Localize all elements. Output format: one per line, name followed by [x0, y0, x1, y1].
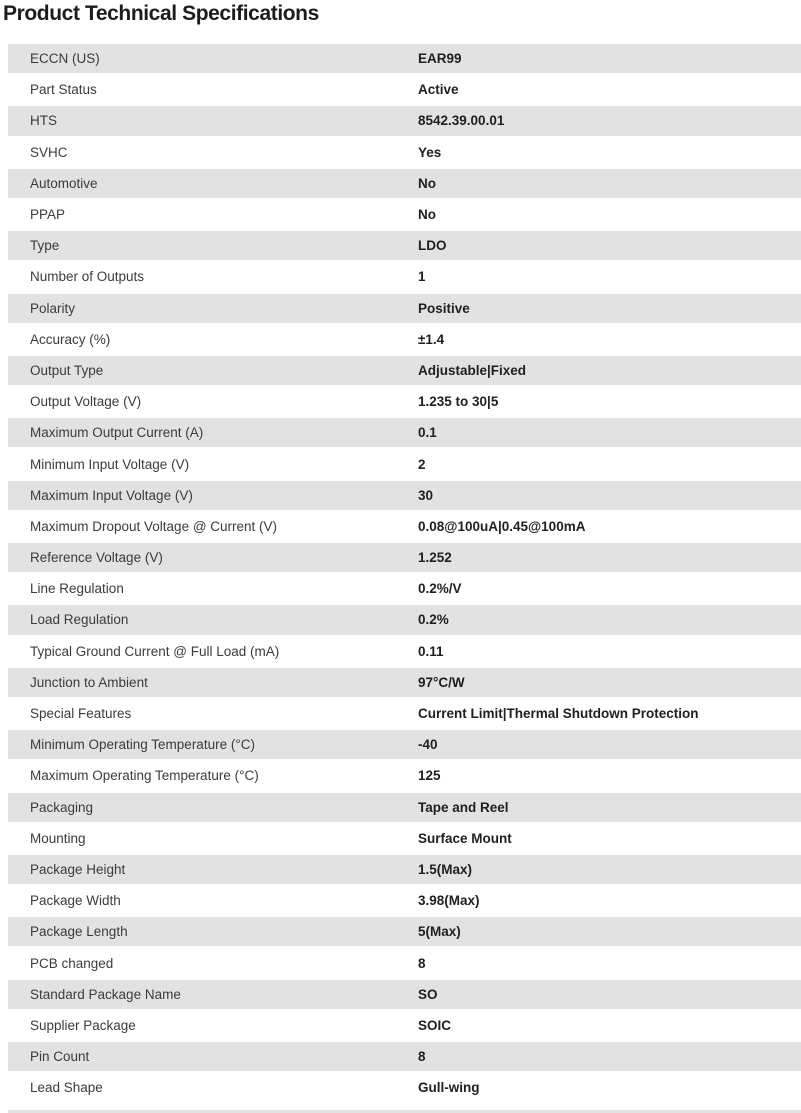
- spec-label: Load Regulation: [30, 612, 129, 628]
- spec-row: [8, 699, 801, 728]
- spec-row: [8, 730, 801, 759]
- spec-value: Tape and Reel: [418, 799, 509, 815]
- spec-value: 8542.39.00.01: [418, 113, 505, 129]
- spec-value: 5(Max): [418, 924, 461, 940]
- spec-row: [8, 543, 801, 572]
- spec-row: [8, 449, 801, 478]
- spec-label: Minimum Input Voltage (V): [30, 456, 190, 472]
- spec-label: SVHC: [30, 144, 68, 160]
- spec-value: No: [418, 207, 436, 223]
- spec-value: Active: [418, 82, 459, 98]
- spec-value: 2: [418, 456, 426, 472]
- spec-label: Accuracy (%): [30, 331, 111, 347]
- spec-label: Package Width: [30, 893, 121, 909]
- spec-row: [8, 1042, 801, 1071]
- spec-label: Maximum Output Current (A): [30, 425, 204, 441]
- spec-label: PPAP: [30, 207, 66, 223]
- spec-label: Maximum Input Voltage (V): [30, 487, 193, 503]
- spec-label: Minimum Operating Temperature (°C): [30, 737, 255, 753]
- spec-row: [8, 668, 801, 697]
- spec-value: LDO: [418, 238, 447, 254]
- spec-value: 8: [418, 955, 426, 971]
- spec-label: Line Regulation: [30, 581, 124, 597]
- spec-label: Number of Outputs: [30, 269, 145, 285]
- spec-row: [8, 44, 801, 73]
- spec-row: [8, 262, 801, 291]
- spec-row: [8, 418, 801, 447]
- spec-label: Type: [30, 238, 60, 254]
- spec-label: HTS: [30, 113, 57, 129]
- spec-row: [8, 574, 801, 603]
- spec-label: ECCN (US): [30, 51, 100, 67]
- spec-value: EAR99: [418, 51, 462, 67]
- spec-value: Yes: [418, 144, 442, 160]
- spec-row: [8, 200, 801, 229]
- spec-row: [8, 231, 801, 260]
- spec-value: 8: [418, 1049, 426, 1065]
- spec-label: PCB changed: [30, 955, 114, 971]
- spec-row: [8, 106, 801, 135]
- spec-label: Supplier Package: [30, 1017, 136, 1033]
- spec-label: Part Status: [30, 82, 97, 98]
- spec-row: [8, 356, 801, 385]
- spec-label: Polarity: [30, 300, 76, 316]
- spec-row: [8, 75, 801, 104]
- spec-table: [8, 44, 801, 1104]
- spec-label: Pin Count: [30, 1049, 90, 1065]
- spec-row: [8, 325, 801, 354]
- page-title: Product Technical Specifications: [3, 2, 319, 25]
- spec-value: 1.252: [418, 550, 452, 566]
- spec-value: -40: [418, 737, 438, 753]
- spec-row: [8, 917, 801, 946]
- spec-row: [8, 387, 801, 416]
- spec-label: Packaging: [30, 799, 94, 815]
- spec-row: [8, 169, 801, 198]
- spec-row: [8, 481, 801, 510]
- spec-row: [8, 1011, 801, 1040]
- spec-row: [8, 294, 801, 323]
- spec-row: [8, 1073, 801, 1102]
- spec-value: 0.1: [418, 425, 437, 441]
- spec-value: Positive: [418, 300, 470, 316]
- spec-label: Typical Ground Current @ Full Load (mA): [30, 643, 280, 659]
- spec-value: 0.2%: [418, 612, 449, 628]
- spec-value: 1.5(Max): [418, 861, 473, 877]
- spec-value: 125: [418, 768, 441, 784]
- spec-label: Standard Package Name: [30, 986, 181, 1002]
- spec-label: Mounting: [30, 830, 86, 846]
- spec-label: Automotive: [30, 175, 98, 191]
- spec-row: [8, 824, 801, 853]
- spec-row: [8, 605, 801, 634]
- spec-value: 97°C/W: [418, 674, 465, 690]
- spec-value: ±1.4: [418, 331, 445, 347]
- spec-row: [8, 793, 801, 822]
- spec-value: 1: [418, 269, 426, 285]
- spec-value: 0.11: [418, 643, 444, 659]
- spec-value: No: [418, 175, 436, 191]
- spec-label: Lead Shape: [30, 1080, 103, 1096]
- spec-row: [8, 855, 801, 884]
- spec-label: Maximum Operating Temperature (°C): [30, 768, 259, 784]
- spec-row: [8, 138, 801, 167]
- spec-row: [8, 886, 801, 915]
- spec-value: 30: [418, 487, 434, 503]
- spec-row: [8, 637, 801, 666]
- spec-row: [8, 512, 801, 541]
- spec-value: SOIC: [418, 1017, 452, 1033]
- spec-value: Gull-wing: [418, 1080, 480, 1096]
- spec-value: 3.98(Max): [418, 893, 480, 909]
- spec-label: Package Length: [30, 924, 128, 940]
- spec-value: 0.2%/V: [418, 581, 462, 597]
- spec-label: Reference Voltage (V): [30, 550, 163, 566]
- spec-row: [8, 980, 801, 1009]
- spec-value: Surface Mount: [418, 830, 512, 846]
- spec-value: Current Limit|Thermal Shutdown Protection: [418, 706, 699, 722]
- spec-label: Output Voltage (V): [30, 394, 142, 410]
- spec-label: Package Height: [30, 861, 126, 877]
- spec-row: [8, 761, 801, 790]
- spec-value: SO: [418, 986, 438, 1002]
- spec-value: Adjustable|Fixed: [418, 362, 527, 378]
- spec-label: Output Type: [30, 362, 104, 378]
- spec-row: [8, 948, 801, 977]
- spec-value: 1.235 to 30|5: [418, 394, 499, 410]
- spec-label: Special Features: [30, 706, 132, 722]
- spec-value: 0.08@100uA|0.45@100mA: [418, 518, 586, 534]
- spec-label: Junction to Ambient: [30, 674, 148, 690]
- spec-label: Maximum Dropout Voltage @ Current (V): [30, 518, 278, 534]
